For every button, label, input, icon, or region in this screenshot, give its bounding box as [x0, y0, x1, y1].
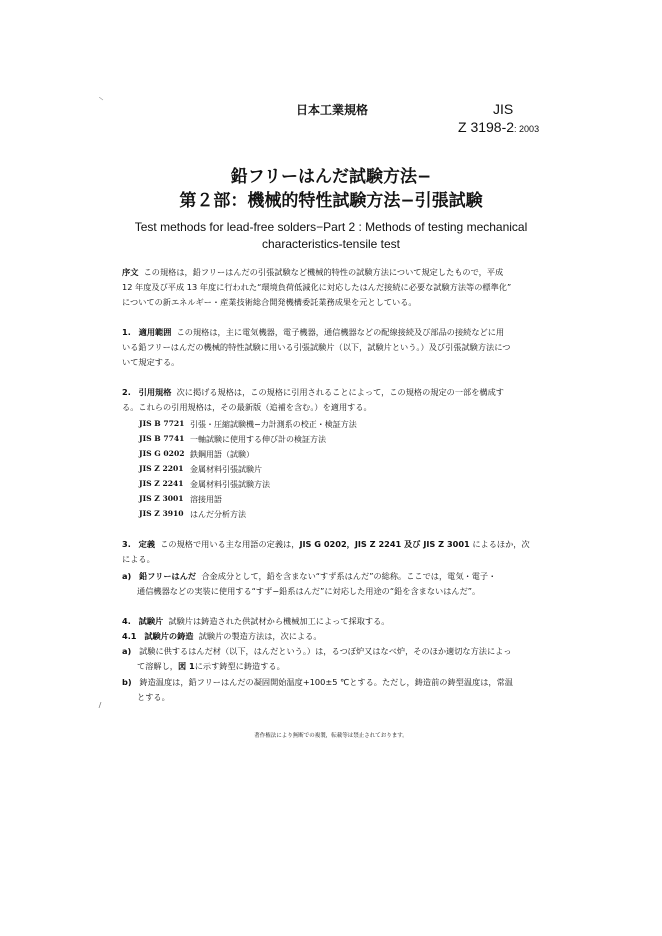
preface-text1: この規格は，鉛フリーはんだの引張試験など機械的特性の試験方法について規定したもので，平成 — [143, 267, 504, 277]
ref-code: JIS G 0202 — [139, 449, 185, 458]
section1-heading: 適用範囲 — [138, 327, 172, 337]
standard-number — [458, 119, 539, 135]
section3-line2: による。 — [122, 554, 155, 564]
section4-item-a-line2 — [137, 661, 552, 672]
section3-text1: この規格で用いる主な用語の定義は， — [160, 539, 300, 549]
item-b-text1: 鋳造温度は，鉛フリーはんだの凝固開始温度+100±5 ℃とする。ただし，鋳造前の鋳型温度は，常温 — [139, 677, 513, 687]
item-a-text2: て溶解し， — [137, 661, 178, 671]
section3-line1 — [122, 539, 552, 550]
standard-year: : 2003 — [514, 124, 540, 134]
section2-text1: 次に掲げる規格は，この規格に引用されることによって，この規格の規定の一部を構成す — [176, 387, 504, 397]
preface-line2: 12 年度及び平成 13 年度に行われた“環境負荷低減化に対応したはんだ接続に必要な試験方法等の標準化” — [122, 282, 512, 292]
section3-refs: JIS G 0202，JIS Z 2241 及び JIS Z 3001 — [299, 539, 470, 549]
term-lead-free-solder: 鉛フリーはんだ — [139, 571, 197, 581]
ref-title: はんだ分析方法 — [190, 510, 246, 519]
section2-line2: る。これらの引用規格は，その最新版（追補を含む。）を適用する。 — [122, 402, 372, 412]
ref-code: JIS Z 2201 — [139, 464, 184, 473]
section3-item-a-line2: 通信機器などの実装に使用する“すず−鉛系はんだ”に対応した用途の“鉛を含まないはんだ”。 — [137, 586, 481, 596]
section1-line3: いて規定する。 — [122, 357, 180, 367]
section2-heading: 引用規格 — [138, 387, 172, 397]
section4-1-line — [122, 631, 552, 642]
title-en-line2: characteristics-tensile test — [261, 237, 401, 251]
jis-label: JIS — [493, 101, 514, 117]
section4-item-b-line2: とする。 — [137, 692, 170, 702]
ref-title: 引張・圧縮試験機−力計測系の校正・検証方法 — [190, 420, 357, 429]
section4-num: 4. — [122, 616, 131, 626]
ref-code: JIS B 7721 — [139, 419, 185, 428]
section1-line1 — [122, 327, 552, 338]
title-ja-line1: 鉛フリーはんだ試験方法− — [230, 167, 432, 187]
preface-line3: についての新エネルギー・産業技術総合開発機構委託業務成果を元としている。 — [122, 297, 417, 307]
scan-mark — [99, 97, 105, 103]
title-en-line1: Test methods for lead-free solders−Part 2 : Methods of testing mechanical — [134, 220, 528, 234]
item-label: a) — [122, 571, 132, 581]
section4-line1 — [122, 616, 552, 627]
section2-num: 2. — [122, 387, 131, 397]
section1-line2: いる鉛フリーはんだの機械的特性試験に用いる引張試験片（以下，試験片という。）及び引張試験方法につ — [122, 342, 511, 352]
ref-title: 溶接用語 — [190, 495, 222, 504]
item-a-text1: 試験に供するはんだ材（以下，はんだという。）は，るつぼ炉又はなべ炉，そのほか適切な方法によっ — [139, 646, 512, 656]
section3-heading: 定義 — [138, 539, 156, 549]
standard-name: 日本工業規格 — [296, 103, 369, 117]
preface-line1 — [122, 267, 552, 278]
preface-label: 序文 — [122, 267, 139, 277]
section4-1-heading: 試験片の鋳造 — [144, 631, 194, 641]
section4-item-a-line1 — [122, 646, 552, 657]
ref-code: JIS Z 3001 — [139, 494, 184, 503]
ref-code: JIS Z 2241 — [139, 479, 184, 488]
section3-item-a-line1 — [122, 571, 552, 582]
section3-text1-post: によるほか，次 — [472, 539, 530, 549]
section4-text1: 試験片は鋳造された供試材から機械加工によって採取する。 — [168, 616, 390, 626]
ref-code: JIS B 7741 — [139, 434, 185, 443]
ref-title: 鉄鋼用語（試験） — [190, 450, 254, 459]
item-label: a) — [122, 646, 132, 656]
copyright-notice: 著作権法により無断での複製，転載等は禁止されております。 — [254, 733, 408, 739]
section3-num: 3. — [122, 539, 131, 549]
ref-code: JIS Z 3910 — [139, 509, 184, 518]
item-a-text2-post: に示す鋳型に鋳造する。 — [194, 661, 285, 671]
title-ja-line2: 第２部：機械的特性試験方法−引張試験 — [179, 191, 483, 211]
figure-ref: 図 1 — [177, 661, 195, 671]
standard-number-main: Z 3198-2 — [458, 119, 515, 135]
ref-title: 金属材料引張試験方法 — [190, 480, 270, 489]
section4-1-num: 4.1 — [122, 631, 137, 641]
section1-text1: この規格は，主に電気機器，電子機器，通信機器などの配線接続及び部品の接続などに用 — [176, 327, 505, 337]
term-definition: 合金成分として，鉛を含まない“すず系はんだ”の総称。ここでは，電気・電子・ — [201, 571, 497, 581]
scan-mark — [98, 702, 104, 708]
section4-item-b-line1 — [122, 677, 552, 688]
item-label: b) — [122, 677, 132, 687]
ref-title: 金属材料引張試験片 — [190, 465, 262, 474]
section4-1-text: 試験片の製造方法は，次による。 — [198, 631, 322, 641]
section4-heading: 試験片 — [138, 616, 164, 626]
ref-title: 一軸試験に使用する伸び計の検証方法 — [190, 435, 326, 444]
section1-num: 1. — [122, 327, 131, 337]
section2-line1 — [122, 387, 552, 398]
